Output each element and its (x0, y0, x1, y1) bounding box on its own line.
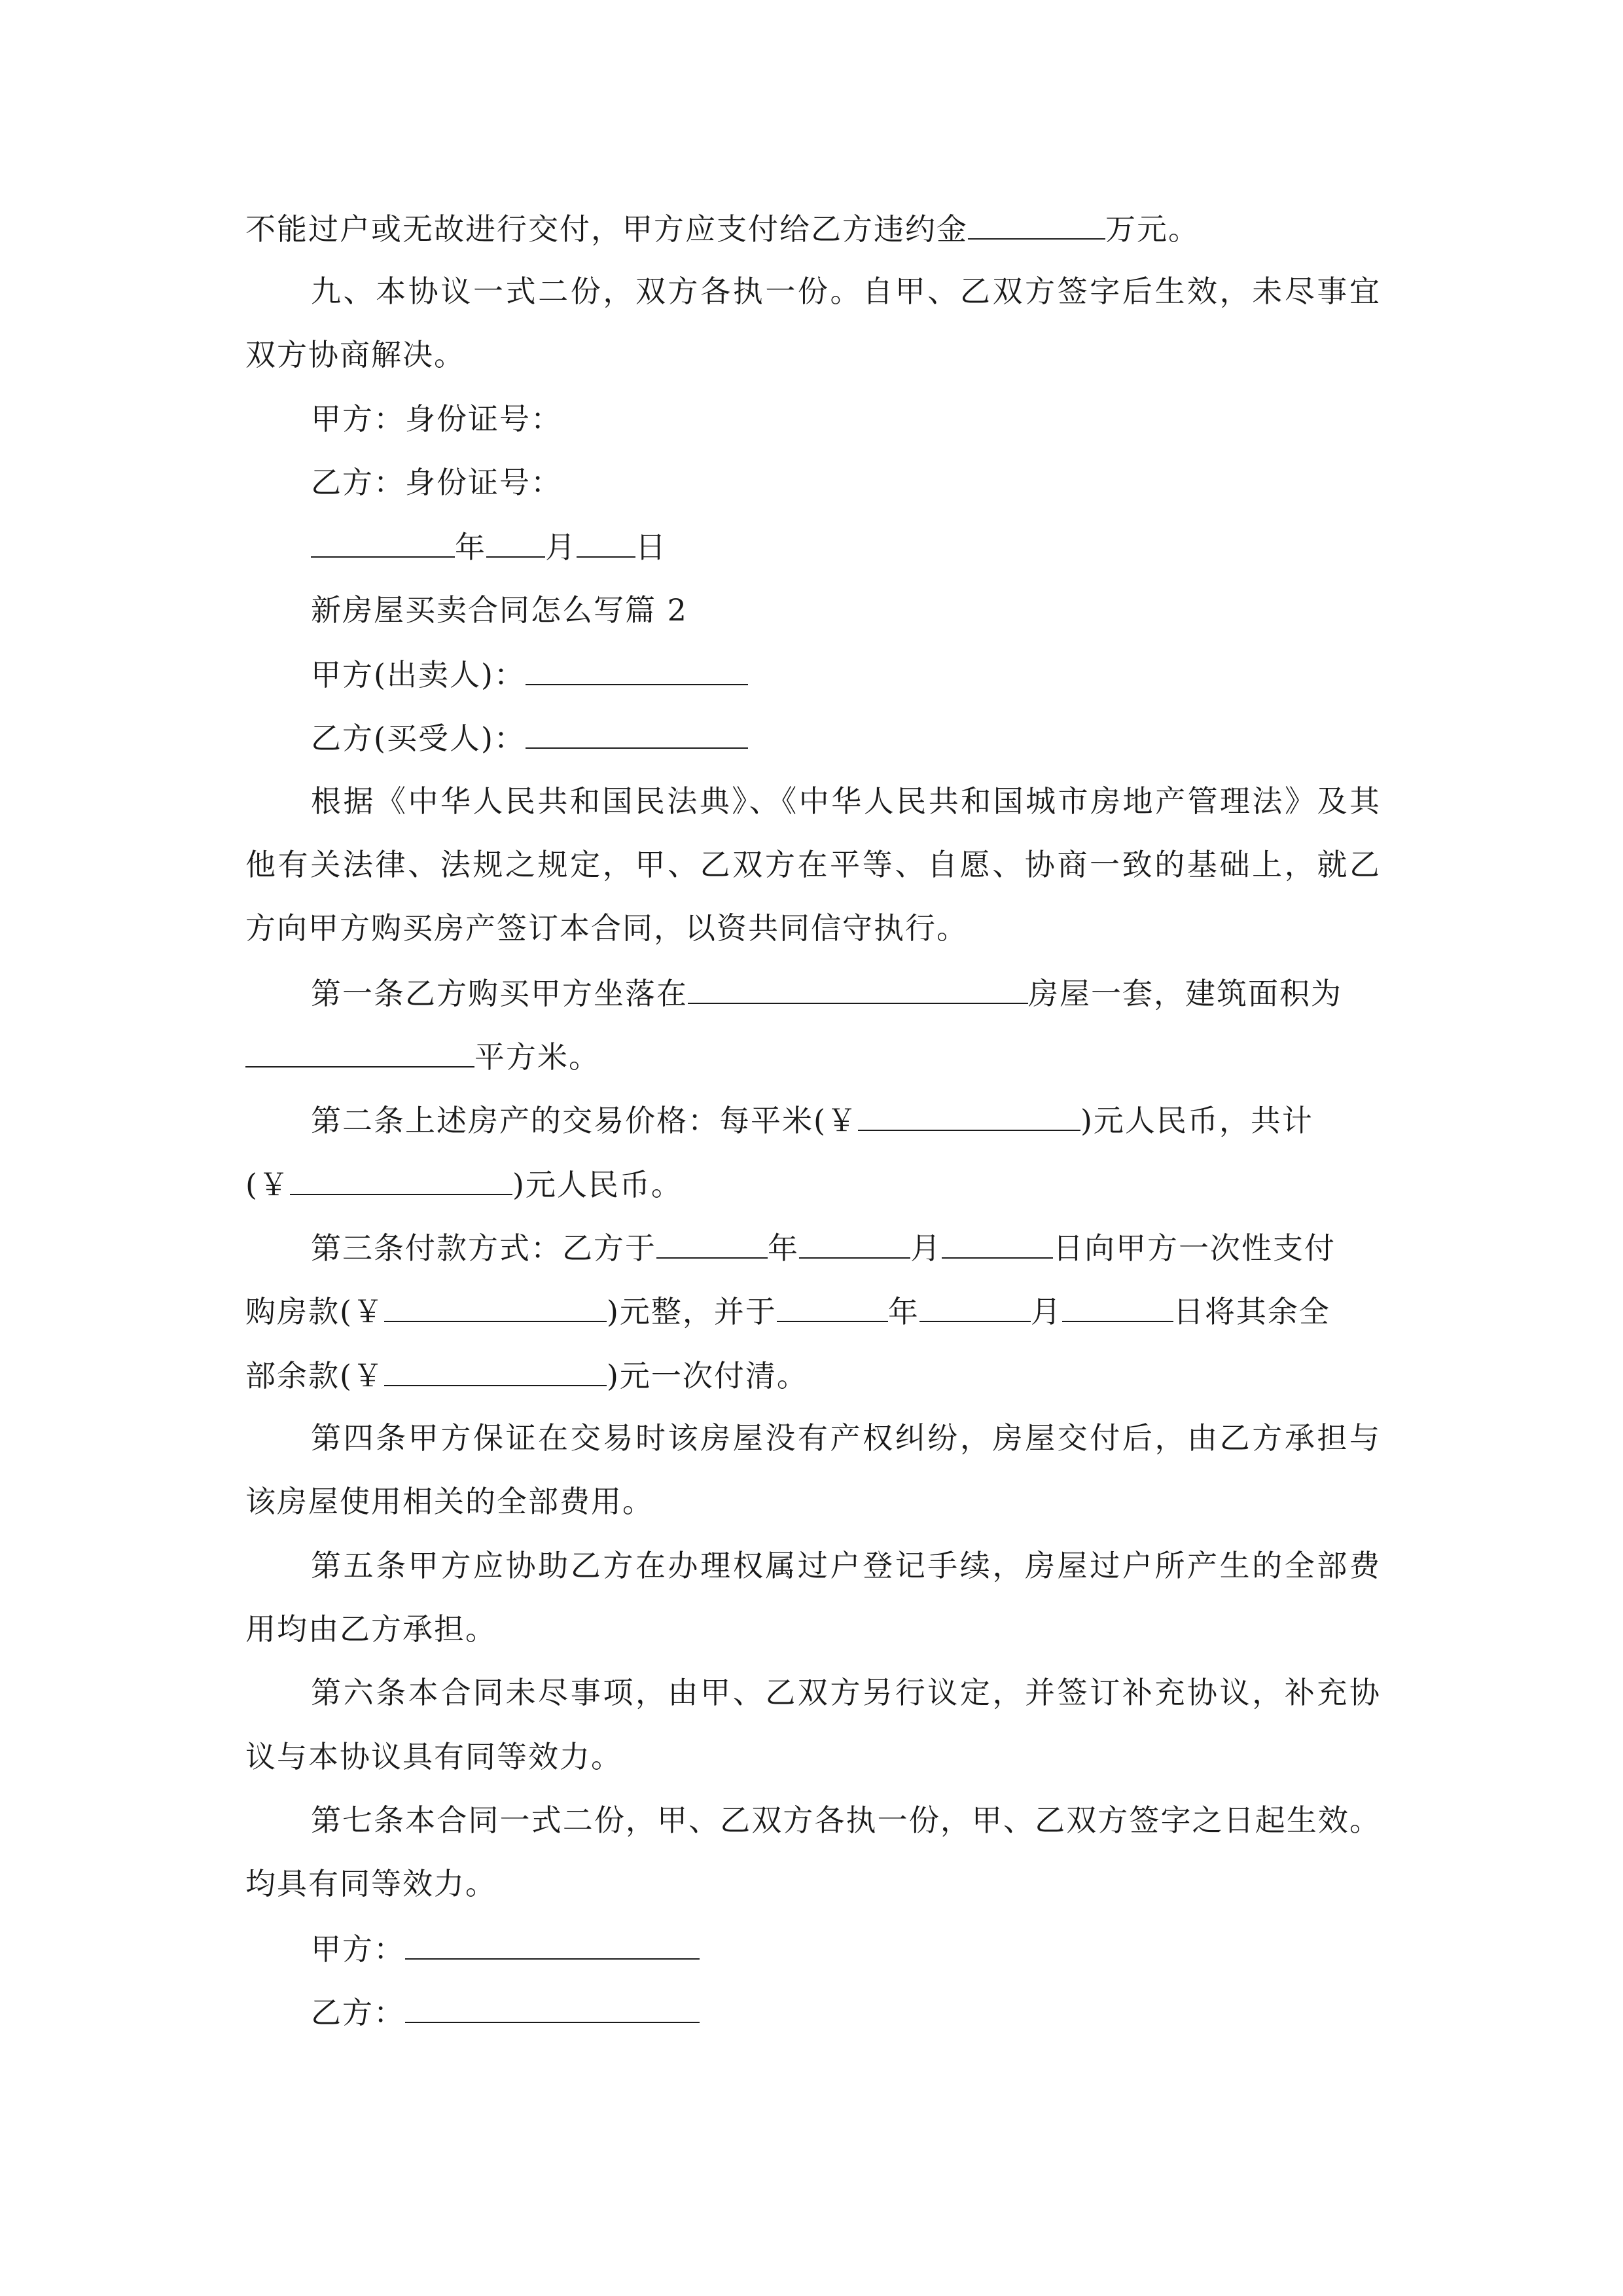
text: 年 (887, 1294, 919, 1329)
article-1-line (245, 1036, 1381, 1075)
text: 日向甲方一次性支付 (1053, 1230, 1336, 1266)
fill-blank (656, 1227, 768, 1259)
text: 年 (768, 1230, 799, 1266)
text: )元人民币，共计 (1080, 1103, 1313, 1138)
text: 甲方(出卖人)： (311, 657, 526, 692)
text: (￥ (245, 1167, 290, 1202)
text: )元人民币。 (512, 1167, 683, 1202)
text: 第二条上述房产的交易价格：每平米(￥ (311, 1103, 858, 1138)
paragraph-line: 九、本协议一式二份，双方各执一份。自甲、乙双方签字后生效，未尽事宜 (311, 274, 1381, 309)
fill-blank (799, 1227, 910, 1259)
buyer-line (311, 717, 1381, 757)
fill-blank (405, 1992, 700, 2023)
paragraph-line: 第五条甲方应协助乙方在办理权属过户登记手续，房屋过户所产生的全部费 (311, 1548, 1381, 1583)
fill-blank (245, 1036, 474, 1067)
text: 月 (545, 529, 577, 565)
seller-line (311, 654, 1381, 693)
fill-blank (777, 1291, 888, 1322)
signature-line-party-b: 乙方：身份证号： (311, 465, 562, 500)
text: 年 (455, 529, 486, 565)
final-signature-party-a (311, 1928, 1381, 1967)
article-2-line (311, 1100, 1381, 1139)
text: 平方米。 (474, 1039, 600, 1075)
text: 乙方： (311, 1995, 405, 2030)
paragraph-line: 根据《中华人民共和国民法典》、《中华人民共和国城市房地产管理法》及其 (311, 783, 1381, 819)
fill-blank (526, 654, 748, 685)
paragraph-line: 议与本协议具有同等效力。 (245, 1739, 622, 1774)
text: 月 (910, 1230, 942, 1266)
paragraph-line: 该房屋使用相关的全部费用。 (245, 1484, 654, 1519)
text: 甲方： (311, 1931, 405, 1967)
section-title: 新房屋买卖合同怎么写篇 2 (311, 592, 688, 628)
fill-blank (577, 526, 635, 558)
paragraph-line: 均具有同等效力。 (245, 1866, 497, 1901)
fill-blank (688, 973, 1028, 1004)
fill-blank (858, 1100, 1080, 1131)
paragraph-line: 他有关法律、法规之规定，甲、乙双方在平等、自愿、协商一致的基础上，就乙 (245, 847, 1381, 882)
paragraph-line: 方向甲方购买房产签订本合同，以资共同信守执行。 (245, 910, 968, 946)
text: 月 (1030, 1294, 1062, 1329)
text: 部余款(￥ (245, 1358, 384, 1393)
text: 第一条乙方购买甲方坐落在 (311, 976, 688, 1011)
paragraph-line: 第七条本合同一式二份，甲、乙双方各执一份，甲、乙双方签字之日起生效。 (311, 1803, 1381, 1838)
paragraph-line (245, 208, 1381, 247)
paragraph-line: 用均由乙方承担。 (245, 1611, 497, 1647)
text: 万元。 (1105, 211, 1200, 247)
text: 乙方(买受人)： (311, 721, 526, 756)
article-1-line (311, 973, 1381, 1012)
final-signature-party-b (311, 1992, 1381, 2031)
text: 第三条付款方式：乙方于 (311, 1230, 656, 1266)
article-3-line (245, 1291, 1381, 1330)
article-3-line (311, 1227, 1381, 1266)
fill-blank (1062, 1291, 1173, 1322)
fill-blank (919, 1291, 1031, 1322)
fill-blank (526, 717, 748, 749)
paragraph-line: 双方协商解决。 (245, 337, 465, 372)
text: )元一次付清。 (606, 1358, 808, 1393)
text: )元整，并于 (606, 1294, 777, 1329)
fill-blank (942, 1227, 1053, 1259)
date-line (311, 526, 1381, 565)
fill-blank (384, 1355, 607, 1386)
text: 购房款(￥ (245, 1294, 384, 1329)
paragraph-line: 第四条甲方保证在交易时该房屋没有产权纠纷，房屋交付后，由乙方承担与 (311, 1420, 1381, 1456)
fill-blank (311, 526, 455, 558)
article-3-line (245, 1355, 1381, 1394)
signature-line-party-a: 甲方：身份证号： (311, 401, 562, 437)
fill-blank (384, 1291, 607, 1322)
text: 日将其余全 (1173, 1294, 1330, 1329)
article-2-line (245, 1164, 1381, 1203)
fill-blank (968, 208, 1105, 240)
paragraph-line: 第六条本合同未尽事项，由甲、乙双方另行议定，并签订补充协议，补充协 (311, 1675, 1381, 1710)
fill-blank (486, 526, 545, 558)
text: 房屋一套，建筑面积为 (1028, 976, 1342, 1011)
fill-blank (405, 1928, 700, 1960)
fill-blank (290, 1164, 512, 1195)
text: 不能过户或无故进行交付，甲方应支付给乙方违约金 (245, 211, 968, 247)
text: 日 (635, 529, 667, 565)
